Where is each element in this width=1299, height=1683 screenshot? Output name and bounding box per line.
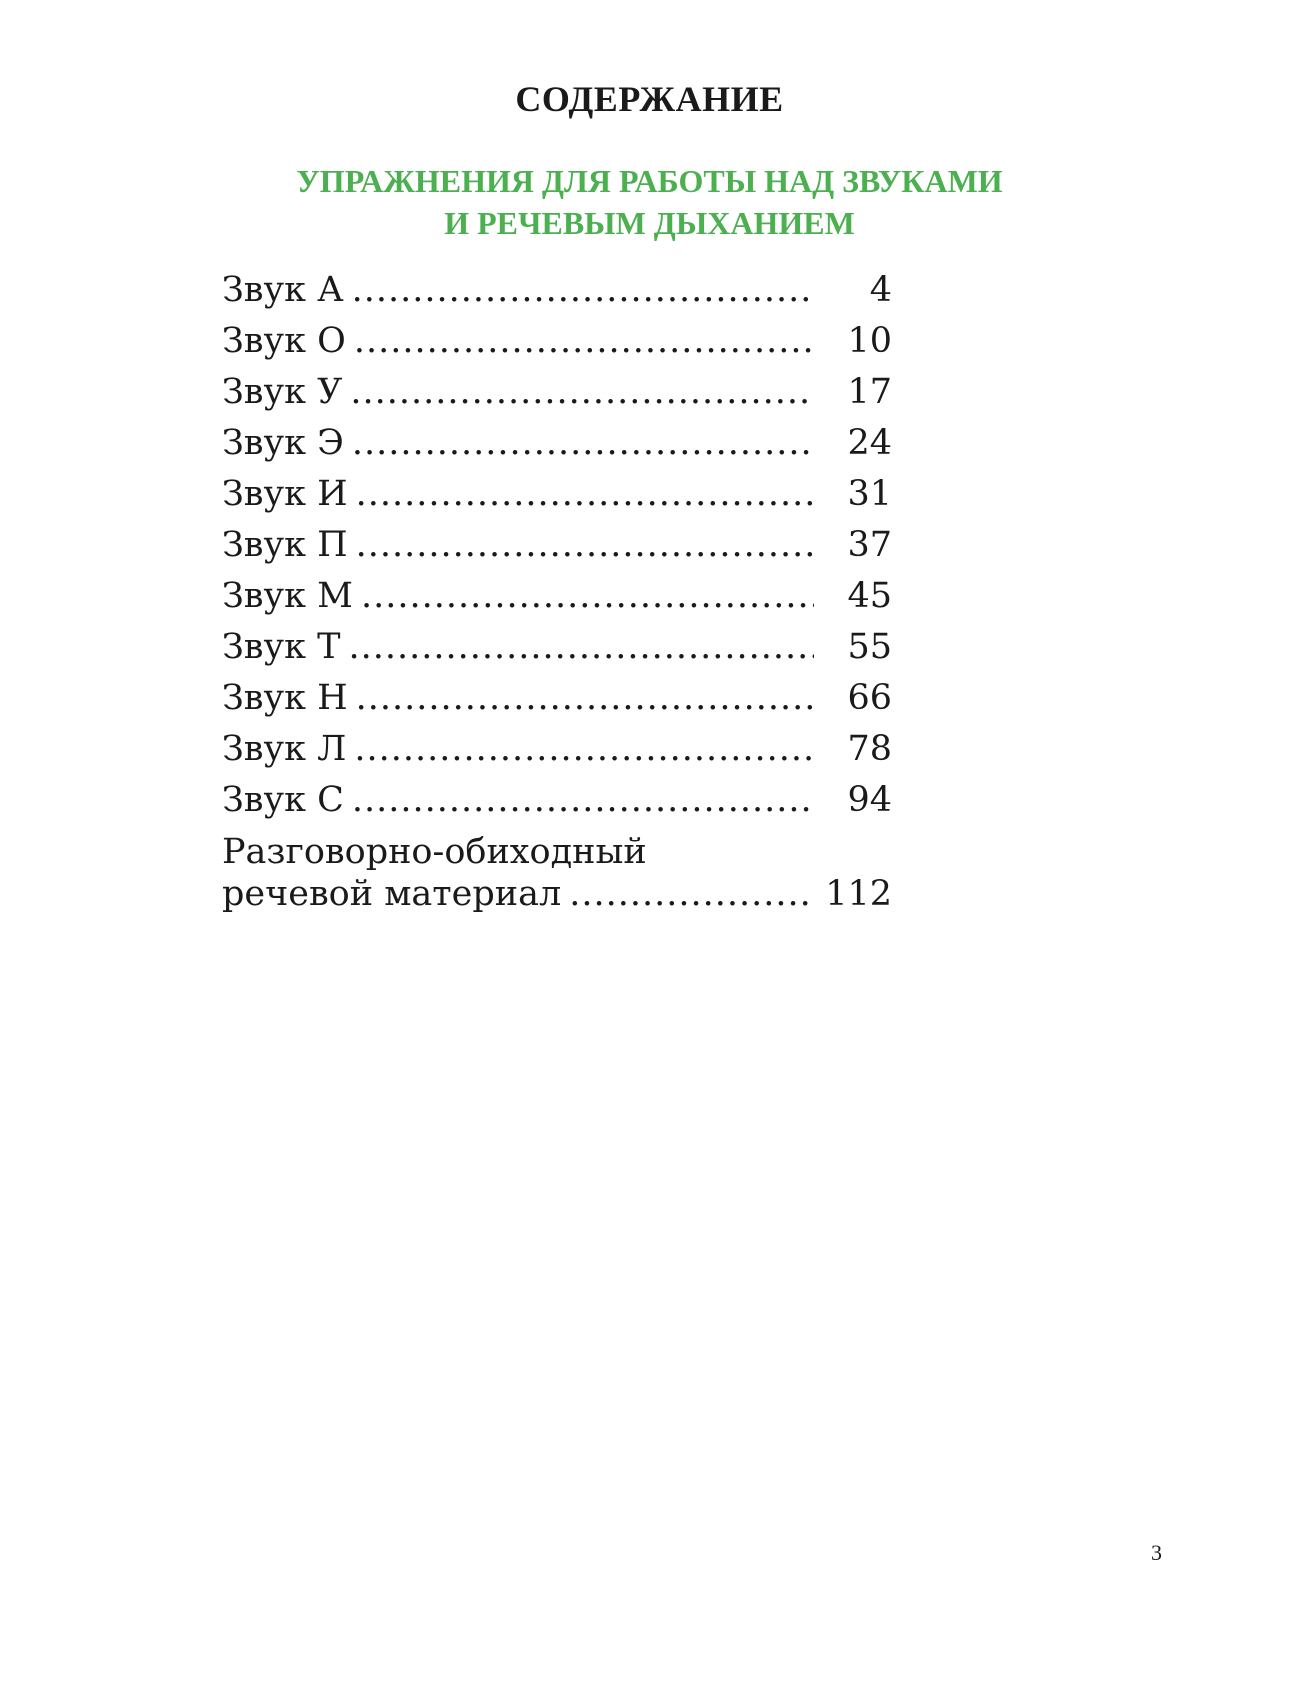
toc-entry[interactable] [222, 321, 892, 372]
toc-dot-leader [356, 525, 814, 565]
toc-entry-label: Звук Т [222, 627, 341, 667]
toc-entry-label: Звук А [222, 270, 344, 310]
toc-entry-page: 10 [847, 321, 892, 361]
toc-entry-page: 94 [847, 780, 892, 820]
toc-entry[interactable] [222, 525, 892, 576]
toc-entry-label: Звук С [222, 780, 344, 820]
toc-entry-label: Звук О [222, 321, 346, 361]
toc-entry-label-line-1: Разговорно-обиходный [222, 832, 647, 872]
toc-entry[interactable] [222, 729, 892, 780]
toc-entry[interactable] [222, 576, 892, 627]
toc-dot-leader [569, 873, 814, 915]
toc-entry-page: 17 [847, 372, 892, 412]
toc-dot-leader [348, 627, 814, 667]
toc-dot-leader [352, 270, 814, 310]
toc-entry[interactable] [222, 270, 892, 321]
toc-entry-page: 112 [825, 874, 892, 914]
page-number: 3 [1151, 1540, 1162, 1565]
toc-entry[interactable] [222, 372, 892, 423]
toc-entry-label: Звук М [222, 576, 353, 616]
toc-entry-label-line-2: речевой материал [222, 874, 562, 914]
toc-entry[interactable] [222, 627, 892, 678]
section-heading-line-1: УПРАЖНЕНИЯ ДЛЯ РАБОТЫ НАД ЗВУКАМИ [296, 163, 1003, 199]
toc-entry-page: 4 [869, 270, 892, 310]
toc-entry-label-row-2 [222, 873, 892, 915]
toc-entry-multiline[interactable] [222, 831, 892, 915]
toc-entry-page: 78 [847, 729, 892, 769]
toc-entry-label: Звук Э [222, 423, 344, 463]
section-heading [0, 160, 1299, 244]
toc-entry-label: Звук П [222, 525, 348, 565]
toc-entry-page: 31 [847, 474, 892, 514]
toc-entry-page: 45 [847, 576, 892, 616]
toc-dot-leader [356, 678, 814, 718]
toc-entry-label: Звук Н [222, 678, 348, 718]
section-heading-line-2: И РЕЧЕВЫМ ДЫХАНИЕМ [444, 205, 855, 241]
toc-entry[interactable] [222, 474, 892, 525]
toc-entry[interactable] [222, 678, 892, 729]
toc-entry-page: 24 [847, 423, 892, 463]
page-title: СОДЕРЖАНИЕ [515, 79, 784, 119]
toc-dot-leader [354, 729, 814, 769]
toc-entry[interactable] [222, 780, 892, 831]
toc-dot-leader [361, 576, 814, 616]
table-of-contents [222, 270, 892, 915]
toc-dot-leader [352, 780, 814, 820]
toc-entry-label: Звук И [222, 474, 348, 514]
toc-entry-page: 37 [847, 525, 892, 565]
toc-entry-label: Звук У [222, 372, 343, 412]
toc-entry-label: Звук Л [222, 729, 347, 769]
toc-entry-page: 55 [847, 627, 892, 667]
toc-dot-leader [356, 474, 814, 514]
toc-entry-page: 66 [847, 678, 892, 718]
toc-entry[interactable] [222, 423, 892, 474]
toc-dot-leader [350, 372, 814, 412]
toc-dot-leader [352, 423, 814, 463]
toc-dot-leader [354, 321, 814, 361]
